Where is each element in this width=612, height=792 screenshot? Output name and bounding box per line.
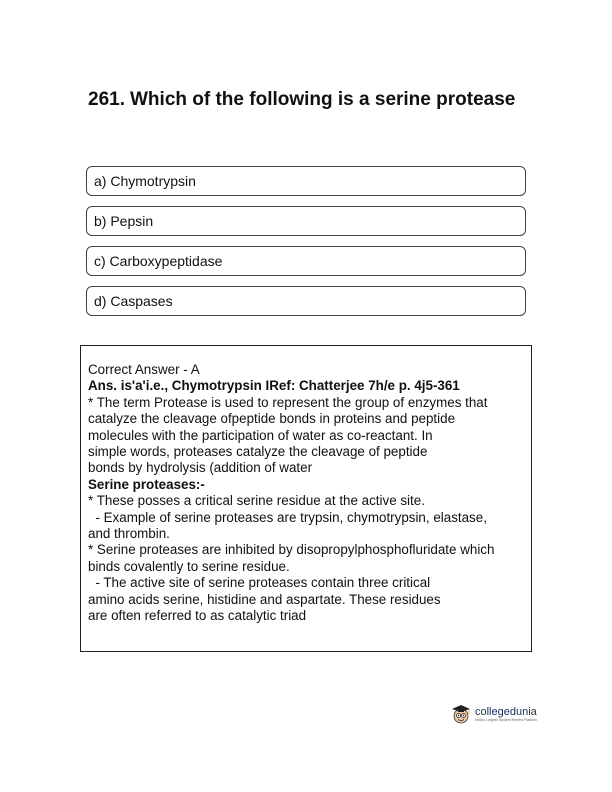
logo-tagline: India's Largest Student Review Platform — [475, 717, 538, 722]
option-c[interactable] — [86, 246, 526, 276]
explanation-line: bonds by hydrolysis (addition of water — [88, 460, 313, 476]
explanation-line: * The term Protease is used to represent the group of enzymes that — [88, 394, 488, 410]
option-a[interactable] — [86, 166, 526, 196]
answer-explanation-box — [80, 345, 532, 652]
explanation-line: - The active site of serine proteases contain three critical — [88, 575, 431, 591]
explanation-line: * These posses a critical serine residue at the active site. — [88, 493, 425, 509]
option-label: d) Caspases — [94, 293, 173, 309]
collegedunia-logo — [450, 703, 537, 725]
logo-text — [475, 706, 537, 723]
section-heading: Serine proteases:- — [88, 476, 205, 492]
explanation-line: and thrombin. — [88, 526, 170, 542]
option-label: b) Pepsin — [94, 213, 154, 229]
question — [88, 88, 548, 112]
option-b[interactable] — [86, 206, 526, 236]
graduate-mascot-icon — [450, 703, 472, 725]
explanation-line: catalyze the cleavage ofpeptide bonds in proteins and peptide — [88, 411, 456, 427]
explanation-line: amino acids serine, histidine and aspartate. These residues — [88, 591, 441, 607]
answer-reference-line: Ans. is'a'i.e., Chymotrypsin IRef: Chatterjee 7h/e p. 4j5-361 — [88, 378, 460, 394]
question-number: 261. — [88, 89, 125, 110]
correct-answer-line: Correct Answer - A — [88, 362, 200, 377]
explanation-line: * Serine proteases are inhibited by disopropylphosphofluridate which — [88, 542, 495, 558]
question-text: Which of the following is a serine protease — [130, 89, 516, 110]
options-list — [86, 166, 526, 326]
explanation-line: - Example of serine proteases are trypsin, chymotrypsin, elastase, — [88, 509, 487, 525]
logo-name: collegedunia — [475, 705, 537, 718]
option-label: c) Carboxypeptidase — [94, 253, 223, 269]
option-d[interactable] — [86, 286, 526, 316]
explanation-line: simple words, proteases catalyze the cleavage of peptide — [88, 444, 428, 460]
option-label: a) Chymotrypsin — [94, 173, 196, 189]
explanation-line: molecules with the participation of water as co-reactant. In — [88, 427, 433, 443]
explanation-line: binds covalently to serine residue. — [88, 558, 290, 574]
explanation-line: are often referred to as catalytic triad — [88, 608, 307, 624]
